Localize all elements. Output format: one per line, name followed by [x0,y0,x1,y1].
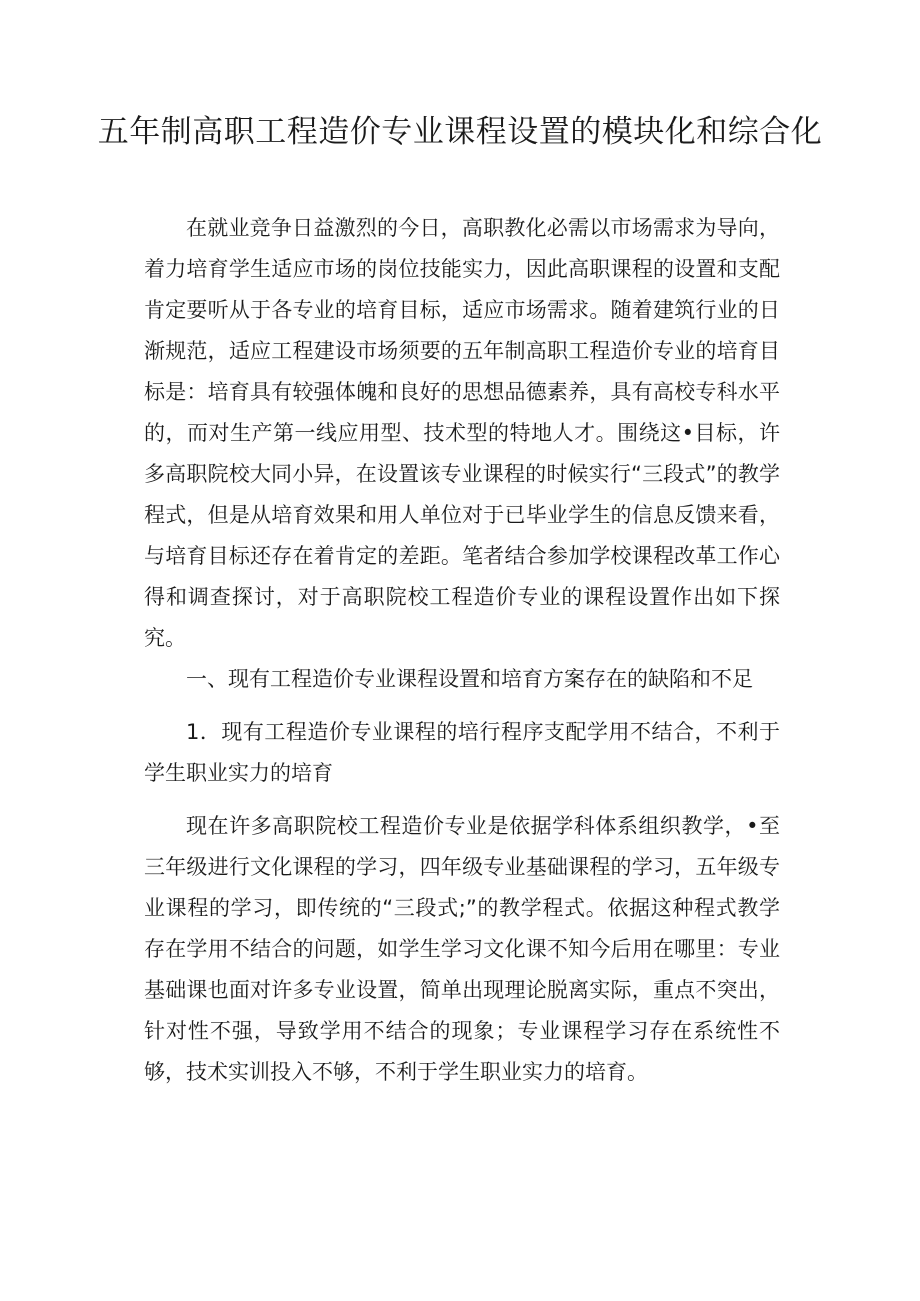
document-body [144,208,780,1093]
subsection-heading-1: 1．现有工程造价专业课程的培行程序支配学用不结合，不利于学生职业实力的培育 [144,720,780,785]
section-heading-1: 一、现有工程造价专业课程设置和培育方案存在的缺陷和不足 [186,667,753,691]
intro-paragraph: 在就业竞争日益激烈的今日，高职教化必需以市场需求为导向，着力培育学生适应市场的岗位技能实力，因此高职课程的设置和支配肯定要听从于各专业的培育目标，适应市场需求。随着建筑行业的日渐规范，适应工程建设市场须要的五年制高职工程造价专业的培育目标是：培育具有较强体魄和良好的思想品德素养，具有高校专科水平的，而对生产第一线应用型、技术型的特地人才。围绕这•目标，许多高职院校大同小异，在设置该专业课程的时候实行“三段式”的教学程式，但是从培育效果和用人单位对于已毕业学生的信息反馈来看，与培育目标还存在着肯定的差距。笔者结合参加学校课程改革工作心得和调查探讨，对于高职院校工程造价专业的课程设置作出如下探究。 [144,216,780,650]
document-title: 五年制高职工程造价专业课程设置的模块化和综合化 [97,114,823,150]
body-paragraph-1: 现在许多高职院校工程造价专业是依据学科体系组织教学，•至三年级进行文化课程的学习，四年级专业基础课程的学习，五年级专业课程的学习，即传统的“三段式;”的教学程式。依据这种程式教学存在学用不结合的问题，如学生学习文化课不知今后用在哪里：专业基础课也面对许多专业设置，简单出现理论脱离实际，重点不突出，针对性不强，导致学用不结合的现象；专业课程学习存在系统性不够，技术实训投入不够，不利于学生职业实力的培育。 [144,814,780,1084]
